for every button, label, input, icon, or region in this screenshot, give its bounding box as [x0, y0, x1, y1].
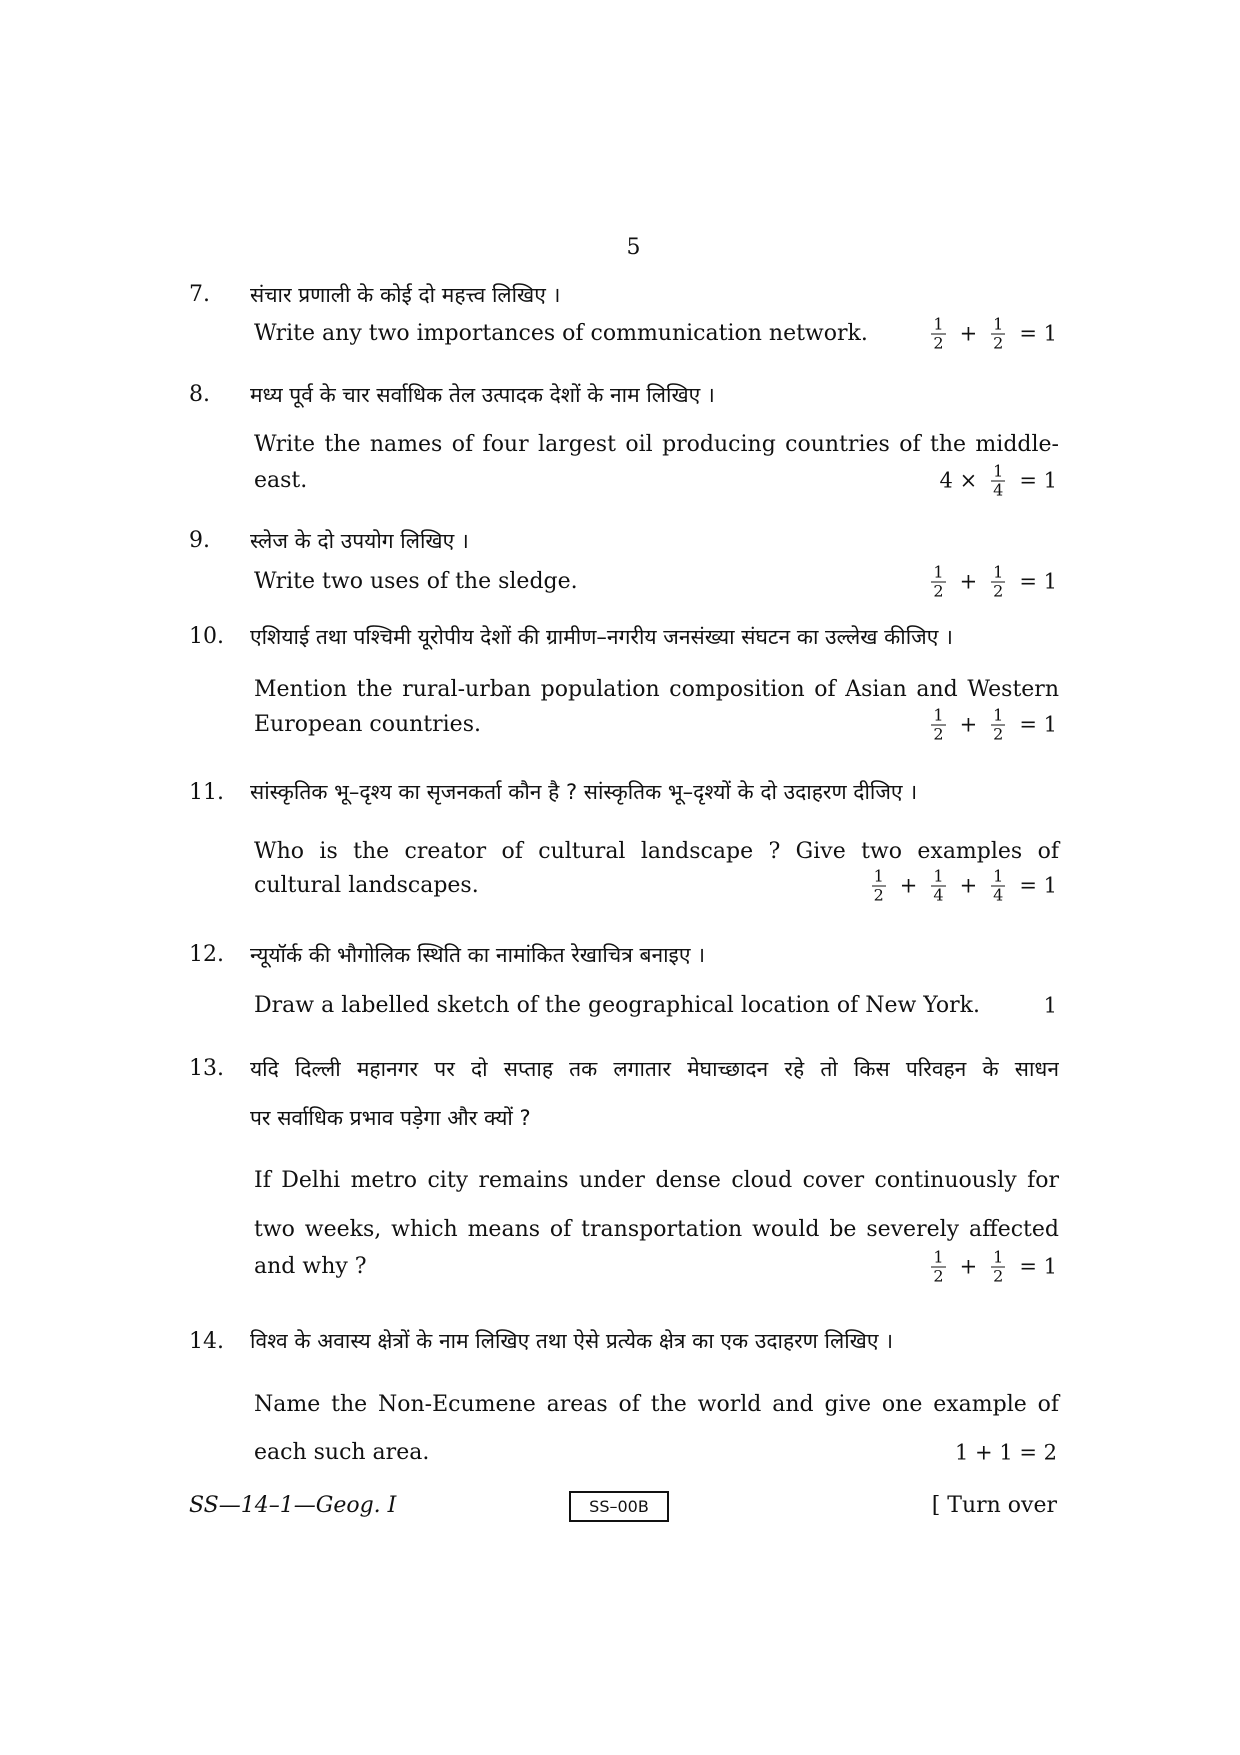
fraction-numerator: 1 [993, 461, 1004, 481]
english-text: and why ? [254, 1254, 367, 1279]
marks [872, 866, 1057, 905]
fraction [991, 314, 1005, 353]
marks-operator: + [959, 1254, 978, 1279]
english-text: Mention the rural-urban population composition of Asian and Western [254, 677, 1059, 702]
fraction [991, 705, 1005, 744]
question-14-english-line [254, 1390, 1059, 1420]
question-number: 13. [189, 1056, 224, 1081]
fraction [931, 1247, 945, 1286]
english-text: Who is the creator of cultural landscape ? Give two examples of [254, 839, 1059, 864]
hindi-text: विश्व के अवास्य क्षेत्रों के नाम लिखिए तथा ऐसे प्रत्येक क्षेत्र का एक उदाहरण लिखिए । [250, 1329, 894, 1353]
fraction-numerator: 1 [933, 1247, 944, 1267]
question-13-english-line [254, 1247, 1059, 1286]
fraction [931, 314, 945, 353]
marks [931, 1247, 1057, 1286]
fraction [991, 866, 1005, 905]
english-text: Name the Non-Ecumene areas of the world and give one example of [254, 1392, 1059, 1417]
marks [931, 314, 1057, 353]
english-text: east. [254, 468, 308, 493]
fraction-denominator: 4 [993, 480, 1004, 500]
marks [939, 461, 1057, 500]
english-text: cultural landscapes. [254, 873, 479, 898]
marks-total: = 1 [1019, 468, 1057, 493]
question-8-hindi-line [250, 379, 1059, 411]
question-number: 7. [189, 282, 210, 307]
marks-total: 1 [1043, 993, 1057, 1018]
fraction-numerator: 1 [993, 705, 1004, 725]
hindi-text: संचार प्रणाली के कोई दो महत्त्व लिखिए । [250, 283, 561, 307]
fraction-denominator: 2 [933, 581, 944, 601]
question-number: 14. [189, 1329, 224, 1354]
fraction-denominator: 2 [933, 333, 944, 353]
hindi-text: स्लेज के दो उपयोग लिखिए । [250, 529, 469, 553]
fraction-denominator: 2 [933, 1266, 944, 1286]
english-text: Write the names of four largest oil producing countries of the middle- [254, 432, 1059, 457]
question-11-english-line [254, 837, 1059, 867]
question-9-hindi-line [250, 525, 1059, 557]
english-text: two weeks, which means of transportation would be severely affected [254, 1217, 1059, 1242]
marks-total: = 1 [1019, 321, 1057, 346]
question-13-english-line [254, 1215, 1059, 1245]
fraction-denominator: 4 [933, 885, 944, 905]
fraction-denominator: 2 [993, 581, 1004, 601]
marks-operator: + [959, 873, 978, 898]
marks-total: = 1 [1019, 1254, 1057, 1279]
question-8-english-line [254, 461, 1059, 500]
marks-total: = 1 [1019, 569, 1057, 594]
set-code-box: SS–00B [569, 1491, 669, 1522]
fraction-numerator: 1 [993, 314, 1004, 334]
question-8-english-line [254, 430, 1059, 460]
fraction [991, 461, 1005, 500]
marks-total: = 1 [1019, 712, 1057, 737]
fraction [931, 866, 945, 905]
question-10-english-line [254, 705, 1059, 744]
fraction [872, 866, 886, 905]
fraction-numerator: 1 [933, 314, 944, 334]
hindi-text: मध्य पूर्व के चार सर्वाधिक तेल उत्पादक देशों के नाम लिखिए । [250, 383, 715, 407]
fraction-denominator: 2 [993, 1266, 1004, 1286]
marks [955, 1440, 1057, 1465]
english-text: Draw a labelled sketch of the geographical location of New York. [254, 993, 980, 1018]
question-number: 10. [189, 624, 224, 649]
marks-multiplier: 4 × [939, 468, 978, 493]
fraction [931, 562, 945, 601]
fraction-numerator: 1 [993, 866, 1004, 886]
fraction-numerator: 1 [933, 705, 944, 725]
question-13-hindi-line [250, 1102, 1059, 1134]
marks-operator: + [959, 569, 978, 594]
fraction [991, 1247, 1005, 1286]
fraction-numerator: 1 [933, 866, 944, 886]
paper-code: SS—14–1—Geog. I [189, 1493, 397, 1518]
fraction [991, 562, 1005, 601]
question-number: 11. [189, 780, 224, 805]
marks-total: 1 + 1 = 2 [955, 1440, 1057, 1465]
question-number: 12. [189, 942, 224, 967]
fraction-denominator: 2 [873, 885, 884, 905]
question-10-hindi-line [250, 621, 1059, 653]
hindi-text: सांस्कृतिक भू–दृश्य का सृजनकर्ता कौन है ? सांस्कृतिक भू–दृश्यों के दो उदाहरण दीजिए । [250, 780, 918, 804]
question-12-english-line [254, 991, 1059, 1021]
fraction-denominator: 2 [933, 724, 944, 744]
question-13-hindi-line [250, 1053, 1059, 1085]
question-12-hindi-line [250, 939, 1059, 971]
question-14-english-line [254, 1438, 1059, 1468]
turn-over-note: [ Turn over [931, 1493, 1057, 1518]
english-text: Write two uses of the sledge. [254, 569, 578, 594]
hindi-text: यदि दिल्ली महानगर पर दो सप्ताह तक लगातार मेघाच्छादन रहे तो किस परिवहन के साधन [250, 1057, 1059, 1081]
fraction [931, 705, 945, 744]
fraction-numerator: 1 [993, 562, 1004, 582]
question-number: 9. [189, 528, 210, 553]
marks [1043, 993, 1057, 1018]
english-text: If Delhi metro city remains under dense cloud cover continuously for [254, 1168, 1059, 1193]
marks-total: = 1 [1019, 873, 1057, 898]
question-10-english-line [254, 675, 1059, 705]
marks-operator: + [899, 873, 918, 898]
page-number: 5 [626, 235, 641, 260]
question-14-hindi-line [250, 1325, 1059, 1357]
hindi-text: पर सर्वाधिक प्रभाव पड़ेगा और क्यों ? [250, 1106, 531, 1130]
fraction-numerator: 1 [993, 1247, 1004, 1267]
question-11-hindi-line [250, 776, 1059, 808]
english-text: European countries. [254, 712, 481, 737]
question-13-english-line [254, 1166, 1059, 1196]
question-11-english-line [254, 866, 1059, 905]
marks [931, 562, 1057, 601]
hindi-text: एशियाई तथा पश्चिमी यूरोपीय देशों की ग्रामीण–नगरीय जनसंख्या संघटन का उल्लेख कीजिए । [250, 625, 953, 649]
fraction-denominator: 2 [993, 724, 1004, 744]
marks-operator: + [959, 712, 978, 737]
marks [931, 705, 1057, 744]
question-number: 8. [189, 382, 210, 407]
fraction-numerator: 1 [873, 866, 884, 886]
question-7-hindi-line [250, 279, 1059, 311]
hindi-text: न्यूयॉर्क की भौगोलिक स्थिति का नामांकित रेखाचित्र बनाइए । [250, 943, 706, 967]
question-9-english-line [254, 562, 1059, 601]
fraction-denominator: 4 [993, 885, 1004, 905]
marks-operator: + [959, 321, 978, 346]
english-text: each such area. [254, 1440, 430, 1465]
question-7-english-line [254, 314, 1059, 353]
fraction-numerator: 1 [933, 562, 944, 582]
fraction-denominator: 2 [993, 333, 1004, 353]
english-text: Write any two importances of communication network. [254, 321, 868, 346]
